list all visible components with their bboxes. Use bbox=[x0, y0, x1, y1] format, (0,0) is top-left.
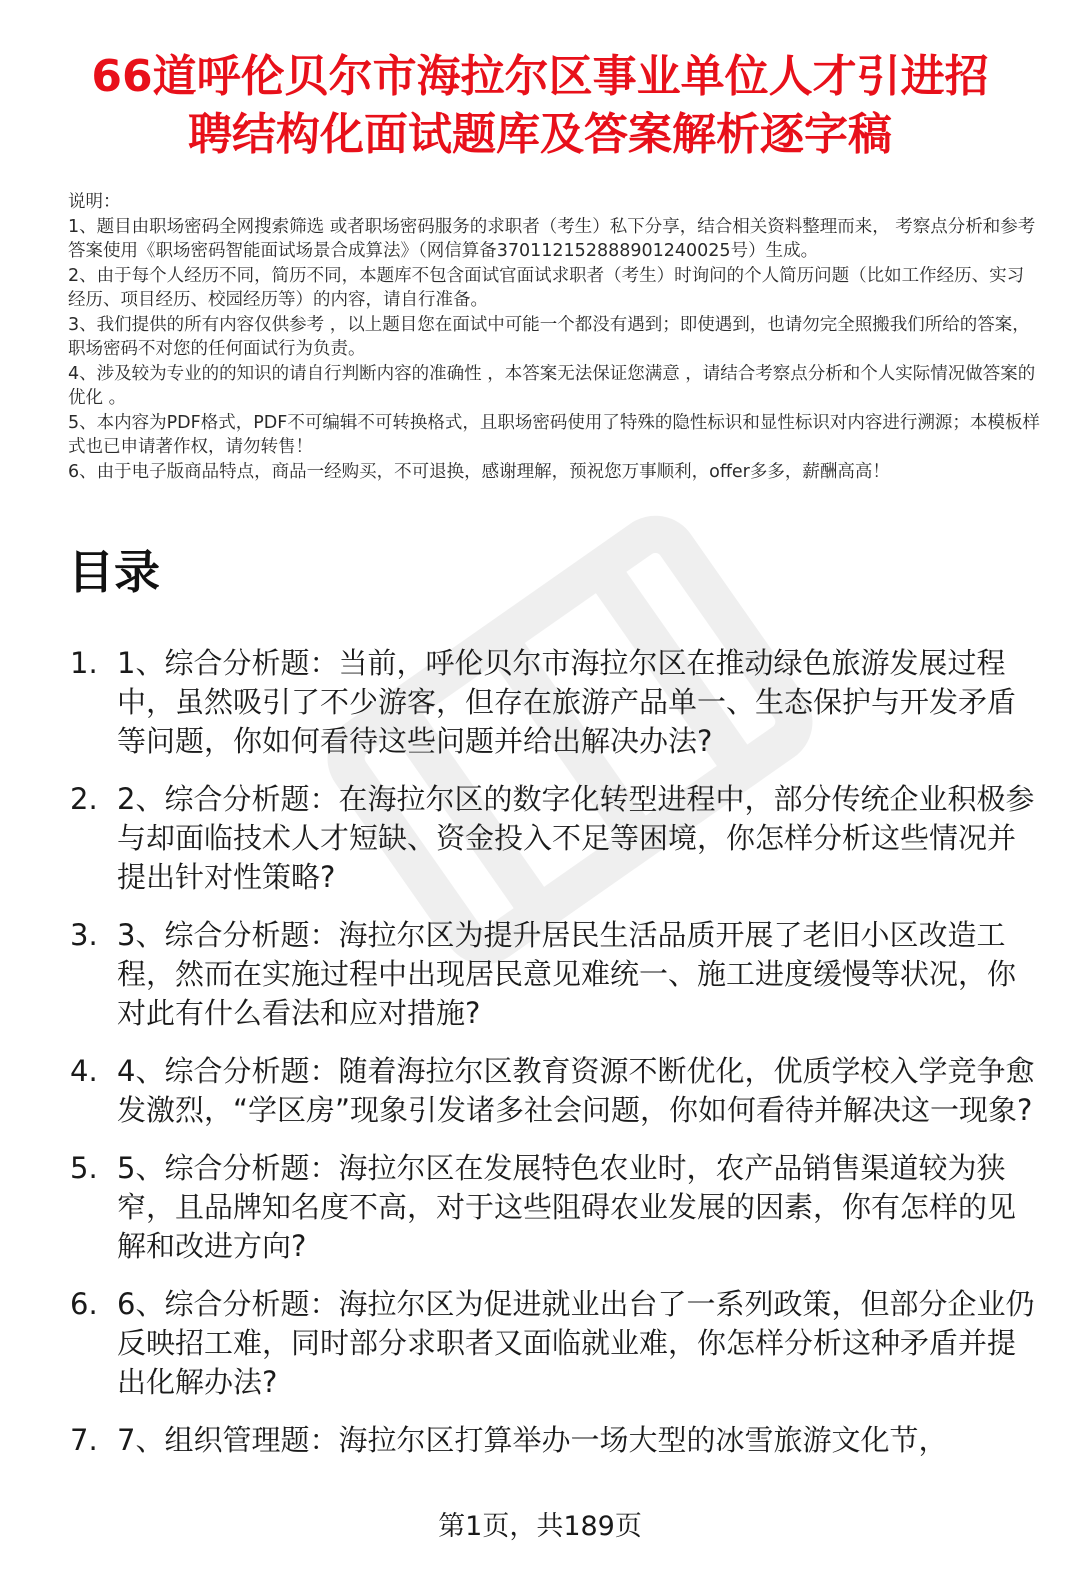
toc-item-number: 5. bbox=[70, 1151, 98, 1185]
toc-item-text: 1、综合分析题：当前，呼伦贝尔市海拉尔区在推动绿色旅游发展过程中，虽然吸引了不少游客，但存在旅游产品单一、生态保护与开发矛盾等问题，你如何看待这些问题并给出解决办法? bbox=[117, 646, 1017, 758]
note-item: 1、题目由职场密码全网搜索筛选 或者职场密码服务的求职者（考生）私下分享，结合相关资料整理而来， 考察点分析和参考答案使用《职场密码智能面试场景合成算法》（网信算备370112152888901240025号）生成。 bbox=[68, 216, 1036, 261]
toc-item-text: 6、综合分析题：海拉尔区为促进就业出台了一系列政策，但部分企业仍反映招工难，同时部分求职者又面临就业难，你怎样分析这种矛盾并提出化解办法? bbox=[117, 1287, 1035, 1399]
page-footer: 第1页，共189页 bbox=[438, 1511, 642, 1542]
toc-item[interactable] bbox=[70, 780, 1042, 897]
toc-item[interactable] bbox=[70, 1149, 1042, 1266]
toc-item-number: 6. bbox=[70, 1287, 98, 1321]
title-line-2: 聘结构化面试题库及答案解析逐字稿 bbox=[188, 109, 892, 160]
toc-item-text: 2、综合分析题：在海拉尔区的数字化转型进程中，部分传统企业积极参与却面临技术人才短缺、资金投入不足等困境，你怎样分析这些情况并提出针对性策略? bbox=[117, 782, 1035, 894]
note-item: 6、由于电子版商品特点，商品一经购买，不可退换，感谢理解，预祝您万事顺利，offer多多，薪酬高高！ bbox=[68, 461, 890, 482]
toc-item-number: 7. bbox=[70, 1423, 98, 1457]
toc-item[interactable] bbox=[70, 1285, 1042, 1402]
document-title bbox=[40, 48, 1040, 164]
toc-item-number: 1. bbox=[70, 646, 98, 680]
note-item: 3、我们提供的所有内容仅供参考 ，以上题目您在面试中可能一个都没有遇到；即使遇到，也请勿完全照搬我们所给的答案，职场密码不对您的任何面试行为负责。 bbox=[68, 314, 1030, 359]
toc-item-number: 2. bbox=[70, 782, 98, 816]
note-item: 2、由于每个人经历不同，简历不同，本题库不包含面试官面试求职者（考生）时询问的个人简历问题（比如工作经历、实习经历、项目经历、校园经历等）的内容，请自行准备。 bbox=[68, 265, 1025, 310]
notes-section bbox=[68, 190, 1040, 484]
toc-item[interactable] bbox=[70, 1052, 1042, 1130]
toc-item-text: 7、组织管理题：海拉尔区打算举办一场大型的冰雪旅游文化节， bbox=[117, 1423, 948, 1457]
toc-item-text: 5、综合分析题：海拉尔区在发展特色农业时，农产品销售渠道较为狭窄，且品牌知名度不高，对于这些阻碍农业发展的因素，你有怎样的见解和改进方向? bbox=[117, 1151, 1017, 1263]
notes-heading: 说明： bbox=[68, 192, 121, 212]
toc-item[interactable] bbox=[70, 644, 1042, 761]
toc-item[interactable] bbox=[70, 1421, 1042, 1460]
toc-list bbox=[70, 644, 1042, 1479]
toc-heading: 目录 bbox=[68, 545, 160, 599]
title-line-1: 66道呼伦贝尔市海拉尔区事业单位人才引进招 bbox=[91, 51, 989, 102]
note-item: 4、涉及较为专业的的知识的请自行判断内容的准确性 ，本答案无法保证您满意 ，请结合考察点分析和个人实际情况做答案的优化 。 bbox=[68, 363, 1036, 408]
toc-item[interactable] bbox=[70, 916, 1042, 1033]
toc-item-text: 3、综合分析题：海拉尔区为提升居民生活品质开展了老旧小区改造工程，然而在实施过程中出现居民意见难统一、施工进度缓慢等状况，你对此有什么看法和应对措施? bbox=[117, 918, 1017, 1030]
toc-item-number: 4. bbox=[70, 1054, 98, 1088]
toc-item-number: 3. bbox=[70, 918, 98, 952]
toc-item-text: 4、综合分析题：随着海拉尔区教育资源不断优化，优质学校入学竞争愈发激烈，“学区房”现象引发诸多社会问题，你如何看待并解决这一现象? bbox=[117, 1054, 1035, 1127]
note-item: 5、本内容为PDF格式，PDF不可编辑不可转换格式，且职场密码使用了特殊的隐性标识和显性标识对内容进行溯源；本模板样式也已申请著作权，请勿转售！ bbox=[68, 412, 1040, 457]
